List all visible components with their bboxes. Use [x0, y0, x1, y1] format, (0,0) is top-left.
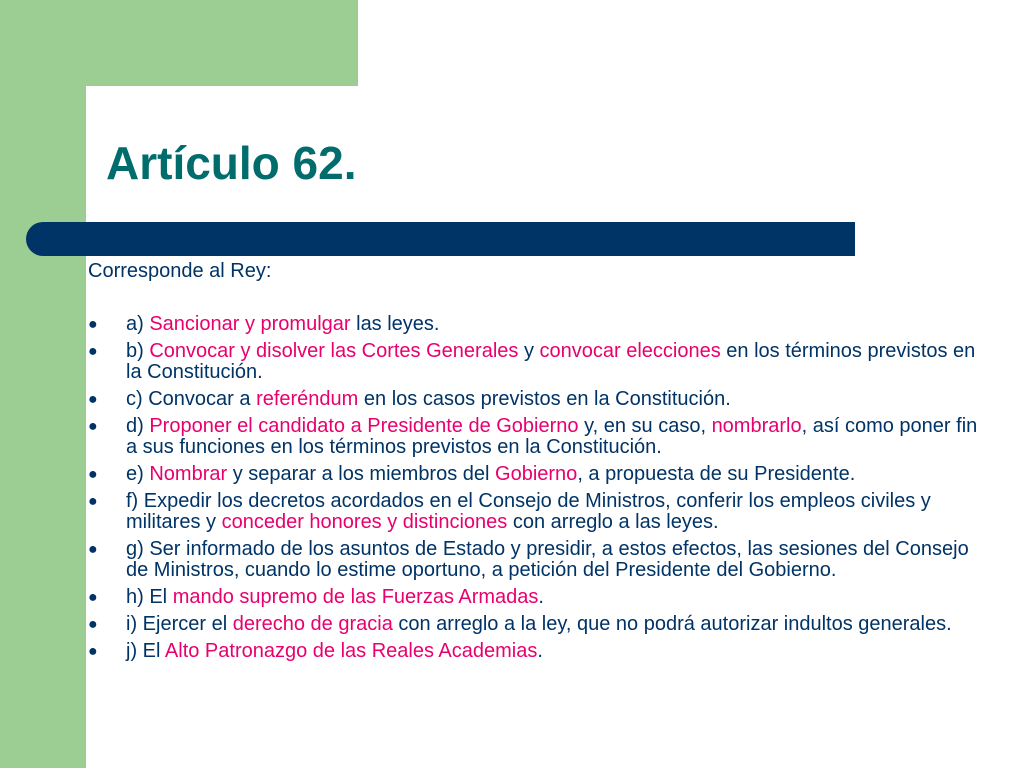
- bullet-icon: ●: [88, 541, 98, 558]
- list-item: [88, 641, 988, 662]
- item-text: en los casos previstos en la Constitución.: [358, 388, 731, 410]
- title-divider-bar-end: [849, 222, 855, 256]
- highlighted-text: convocar elecciones: [539, 340, 721, 362]
- list-item: [88, 614, 988, 635]
- green-side-band: [0, 0, 86, 768]
- item-text: , a propuesta de su Presidente.: [577, 463, 856, 485]
- bullet-icon: ●: [88, 316, 98, 333]
- list-item: [88, 341, 988, 383]
- item-text: f) Expedir los decretos acordados en el Consejo de Ministros, conferir los empleos civiles y militares y: [126, 490, 931, 533]
- green-top-band: [0, 0, 358, 86]
- bullet-icon: ●: [88, 643, 98, 660]
- item-text: en los términos previstos en la Constitución.: [126, 340, 976, 383]
- highlighted-text: Convocar y disolver las Cortes Generales: [149, 340, 519, 362]
- item-text: y separar a los miembros del: [227, 463, 496, 485]
- highlighted-text: nombrarlo: [711, 415, 802, 437]
- item-text: d): [126, 415, 150, 437]
- list-item: [88, 314, 988, 335]
- highlighted-text: conceder honores y distinciones: [221, 511, 508, 533]
- list-item: [88, 491, 988, 533]
- highlighted-text: derecho de gracia: [232, 613, 393, 635]
- list-item: [88, 464, 988, 485]
- item-text: e): [126, 463, 150, 485]
- intro-text: Corresponde al Rey:: [88, 260, 272, 282]
- item-text: g) Ser informado de los asuntos de Estado y presidir, a estos efectos, las sesiones del Consejo de Ministros, cuando lo estime oportuno, a petición del Presidente del Gobierno.: [126, 538, 969, 581]
- highlighted-text: Gobierno: [495, 463, 578, 485]
- list-item: [88, 539, 988, 581]
- bullet-icon: ●: [88, 616, 98, 633]
- highlighted-text: Proponer el candidato a Presidente de Gobierno: [149, 415, 579, 437]
- item-text: .: [537, 640, 543, 662]
- item-text: a): [126, 313, 150, 335]
- item-text: j) El: [126, 640, 165, 662]
- highlighted-text: referéndum: [256, 388, 359, 410]
- list-item: [88, 389, 988, 410]
- article-item-list: [88, 314, 988, 668]
- item-text: h) El: [126, 586, 173, 608]
- highlighted-text: Nombrar: [149, 463, 228, 485]
- bullet-icon: ●: [88, 589, 98, 606]
- item-text: con arreglo a la ley, que no podrá autorizar indultos generales.: [392, 613, 952, 635]
- title-divider-bar: [26, 222, 855, 256]
- item-text: , así como poner fin a sus funciones en los términos previstos en la Constitución.: [126, 415, 978, 458]
- highlighted-text: mando supremo de las Fuerzas Armadas: [172, 586, 539, 608]
- item-text: y: [518, 340, 540, 362]
- bullet-icon: ●: [88, 493, 98, 510]
- item-text: c) Convocar a: [126, 388, 257, 410]
- bullet-icon: ●: [88, 391, 98, 408]
- item-text: .: [538, 586, 544, 608]
- item-text: y, en su caso,: [578, 415, 712, 437]
- bullet-icon: ●: [88, 418, 98, 435]
- bullet-icon: ●: [88, 343, 98, 360]
- item-text: b): [126, 340, 150, 362]
- item-text: con arreglo a las leyes.: [507, 511, 719, 533]
- highlighted-text: Alto Patronazgo de las Reales Academias: [164, 640, 538, 662]
- list-item: [88, 587, 988, 608]
- bullet-icon: ●: [88, 466, 98, 483]
- slide-title: Artículo 62.: [106, 137, 357, 189]
- highlighted-text: Sancionar y promulgar: [149, 313, 351, 335]
- item-text: i) Ejercer el: [126, 613, 233, 635]
- list-item: [88, 416, 988, 458]
- item-text: las leyes.: [350, 313, 440, 335]
